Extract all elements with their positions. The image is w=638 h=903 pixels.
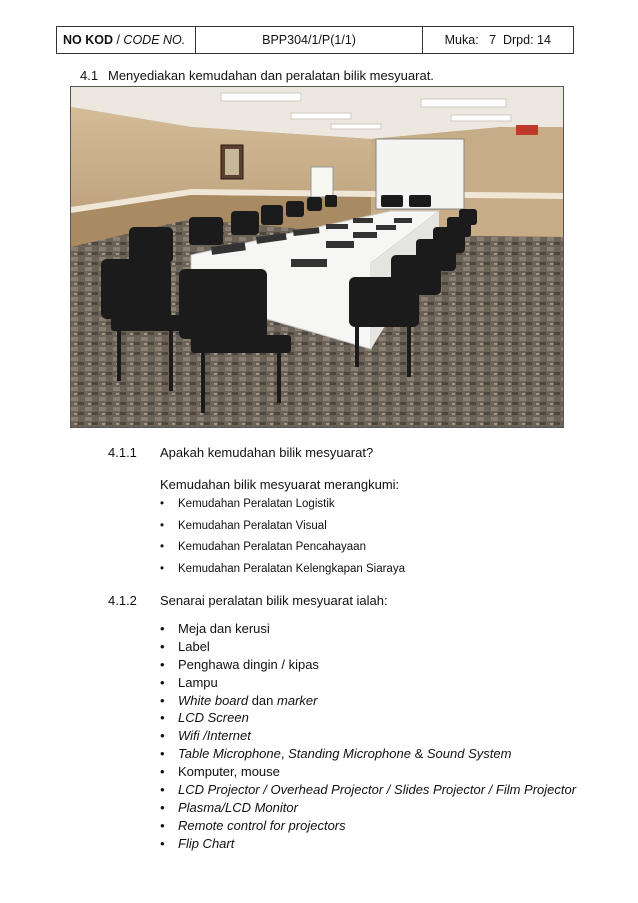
list-item: • Remote control for projectors xyxy=(160,818,576,836)
list-item: • Kemudahan Peralatan Kelengkapan Siaraya xyxy=(160,561,405,583)
subsection-4-1-1-intro: Kemudahan bilik mesyuarat merangkumi: xyxy=(160,477,400,492)
code-label-cell xyxy=(57,27,196,53)
section-number: 4.1 xyxy=(80,68,99,83)
list-item xyxy=(160,746,576,764)
list-item: • Kemudahan Peralatan Logistik xyxy=(160,496,405,518)
list-item-part: & xyxy=(410,746,427,762)
subsection-title: Senarai peralatan bilik mesyuarat ialah: xyxy=(160,593,388,608)
list-item: • Flip Chart xyxy=(160,836,576,854)
list-item-part: dan xyxy=(248,692,278,708)
subsection-4-1-2-heading xyxy=(108,593,388,608)
list-item-part: Table Microphone xyxy=(178,746,281,762)
list-item-part: White board xyxy=(178,692,249,708)
code-label-bold: NO KOD xyxy=(63,33,113,47)
list-item-part: Standing Microphone xyxy=(288,746,411,762)
code-value-cell xyxy=(196,27,422,53)
list-item: • Wifi /Internet xyxy=(160,728,576,746)
facility-list xyxy=(160,496,405,583)
section-heading xyxy=(80,68,434,83)
meeting-room-illustration xyxy=(71,87,564,428)
list-item-part: marker xyxy=(277,692,318,708)
code-label-separator: / xyxy=(113,33,124,47)
list-item: • Label xyxy=(160,639,576,657)
list-item: • Kemudahan Peralatan Pencahayaan xyxy=(160,539,405,561)
list-item: • Penghawa dingin / kipas xyxy=(160,657,576,675)
meeting-room-photo xyxy=(70,86,564,428)
list-item-part: , xyxy=(280,746,289,762)
list-item: • Lampu xyxy=(160,675,576,693)
document-header-table xyxy=(56,26,574,54)
list-item: • Komputer, mouse xyxy=(160,764,576,782)
equipment-list xyxy=(160,621,576,854)
list-item: • Plasma/LCD Monitor xyxy=(160,800,576,818)
subsection-title: Apakah kemudahan bilik mesyuarat? xyxy=(160,445,374,460)
list-item: • Meja dan kerusi xyxy=(160,621,576,639)
subsection-number: 4.1.1 xyxy=(108,445,137,460)
page-info: Muka: 7 Drpd: 14 xyxy=(444,33,551,47)
list-item xyxy=(160,693,576,711)
list-item: • Kemudahan Peralatan Visual xyxy=(160,518,405,540)
code-value: BPP304/1/P(1/1) xyxy=(262,33,356,47)
list-item: • LCD Projector / Overhead Projector / Slides Projector / Film Projector xyxy=(160,782,576,800)
subsection-number: 4.1.2 xyxy=(108,593,137,608)
section-title: Menyediakan kemudahan dan peralatan bilik mesyuarat. xyxy=(108,68,434,83)
page-info-cell xyxy=(423,27,573,53)
list-item-part: Sound System xyxy=(426,746,512,762)
list-item: • LCD Screen xyxy=(160,710,576,728)
code-label-italic: CODE NO. xyxy=(123,33,186,47)
subsection-4-1-1-heading xyxy=(108,445,373,460)
